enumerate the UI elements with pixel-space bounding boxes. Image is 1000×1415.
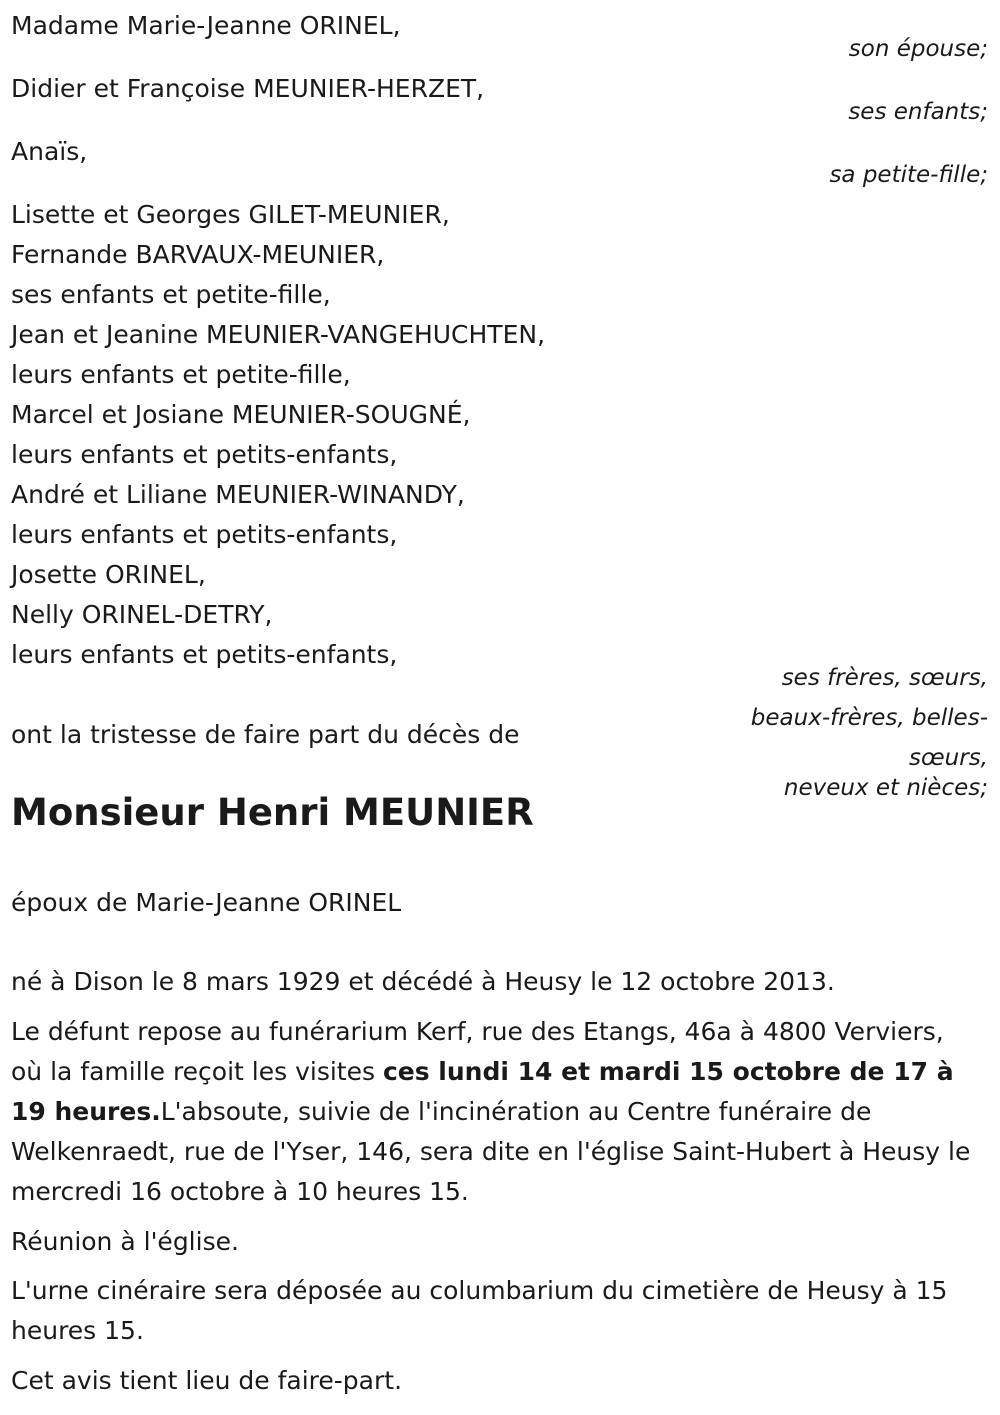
sibling-line: Lisette et Georges GILET-MEUNIER, <box>11 200 450 229</box>
deceased-name: Monsieur Henri MEUNIER <box>11 791 534 834</box>
sibling-line: Josette ORINEL, <box>11 560 206 589</box>
granddaughter-relation: sa petite-fille; <box>829 162 988 188</box>
visitation-text-1: Le défunt repose au funérarium Kerf, rue des Etangs, 46a à 4800 Verviers, où la famille reçoit les visites <box>11 1017 944 1086</box>
siblings-relation <box>728 658 988 800</box>
visitation-text-2: L'absoute, suivie de l'incinération au Centre funéraire de Welkenraedt, rue de l'Yser, 146, sera dite en l'église Saint-Hubert à Heusy le mercredi 16 octobre à 10 heures 15. <box>11 1097 971 1206</box>
sibling-line: Nelly ORINEL-DETRY, <box>11 600 273 629</box>
siblings-relation-line-1: ses frères, sœurs, <box>781 665 988 691</box>
sibling-line: leurs enfants et petite-fille, <box>11 360 351 389</box>
sibling-line: ses enfants et petite-fille, <box>11 280 331 309</box>
sibling-line: leurs enfants et petits-enfants, <box>11 520 398 549</box>
sibling-line: Jean et Jeanine MEUNIER-VANGEHUCHTEN, <box>11 320 546 349</box>
spouse-name: Madame Marie-Jeanne ORINEL, <box>11 11 401 40</box>
birth-death-text: né à Dison le 8 mars 1929 et décédé à Heusy le 12 octobre 2013. <box>11 967 835 996</box>
sibling-line: André et Liliane MEUNIER-WINANDY, <box>11 480 465 509</box>
sibling-line: leurs enfants et petits-enfants, <box>11 640 398 669</box>
visitation-paragraph <box>11 1012 981 1212</box>
siblings-relation-line-3: neveux et nièces; <box>783 775 988 801</box>
sibling-line: Marcel et Josiane MEUNIER-SOUGNÉ, <box>11 400 471 429</box>
meeting-text: Réunion à l'église. <box>11 1227 239 1256</box>
children-relation: ses enfants; <box>848 99 988 125</box>
sibling-line: Fernande BARVAUX-MEUNIER, <box>11 240 385 269</box>
announcement-text: ont la tristesse de faire part du décès de <box>11 720 520 749</box>
visitation-dates: ces lundi 14 et mardi 15 octobre de 17 à 19 heures. <box>11 1057 954 1126</box>
spouse-of-text: époux de Marie-Jeanne ORINEL <box>11 888 402 917</box>
children-name: Didier et Françoise MEUNIER-HERZET, <box>11 74 485 103</box>
urn-paragraph: L'urne cinéraire sera déposée au columbarium du cimetière de Heusy à 15 heures 15. <box>11 1276 948 1345</box>
closing-text: Cet avis tient lieu de faire-part. <box>11 1366 403 1395</box>
siblings-relation-line-2: beaux-frères, belles-sœurs, <box>750 705 988 771</box>
sibling-line: leurs enfants et petits-enfants, <box>11 440 398 469</box>
granddaughter-name: Anaïs, <box>11 137 88 166</box>
spouse-relation: son épouse; <box>848 36 988 62</box>
